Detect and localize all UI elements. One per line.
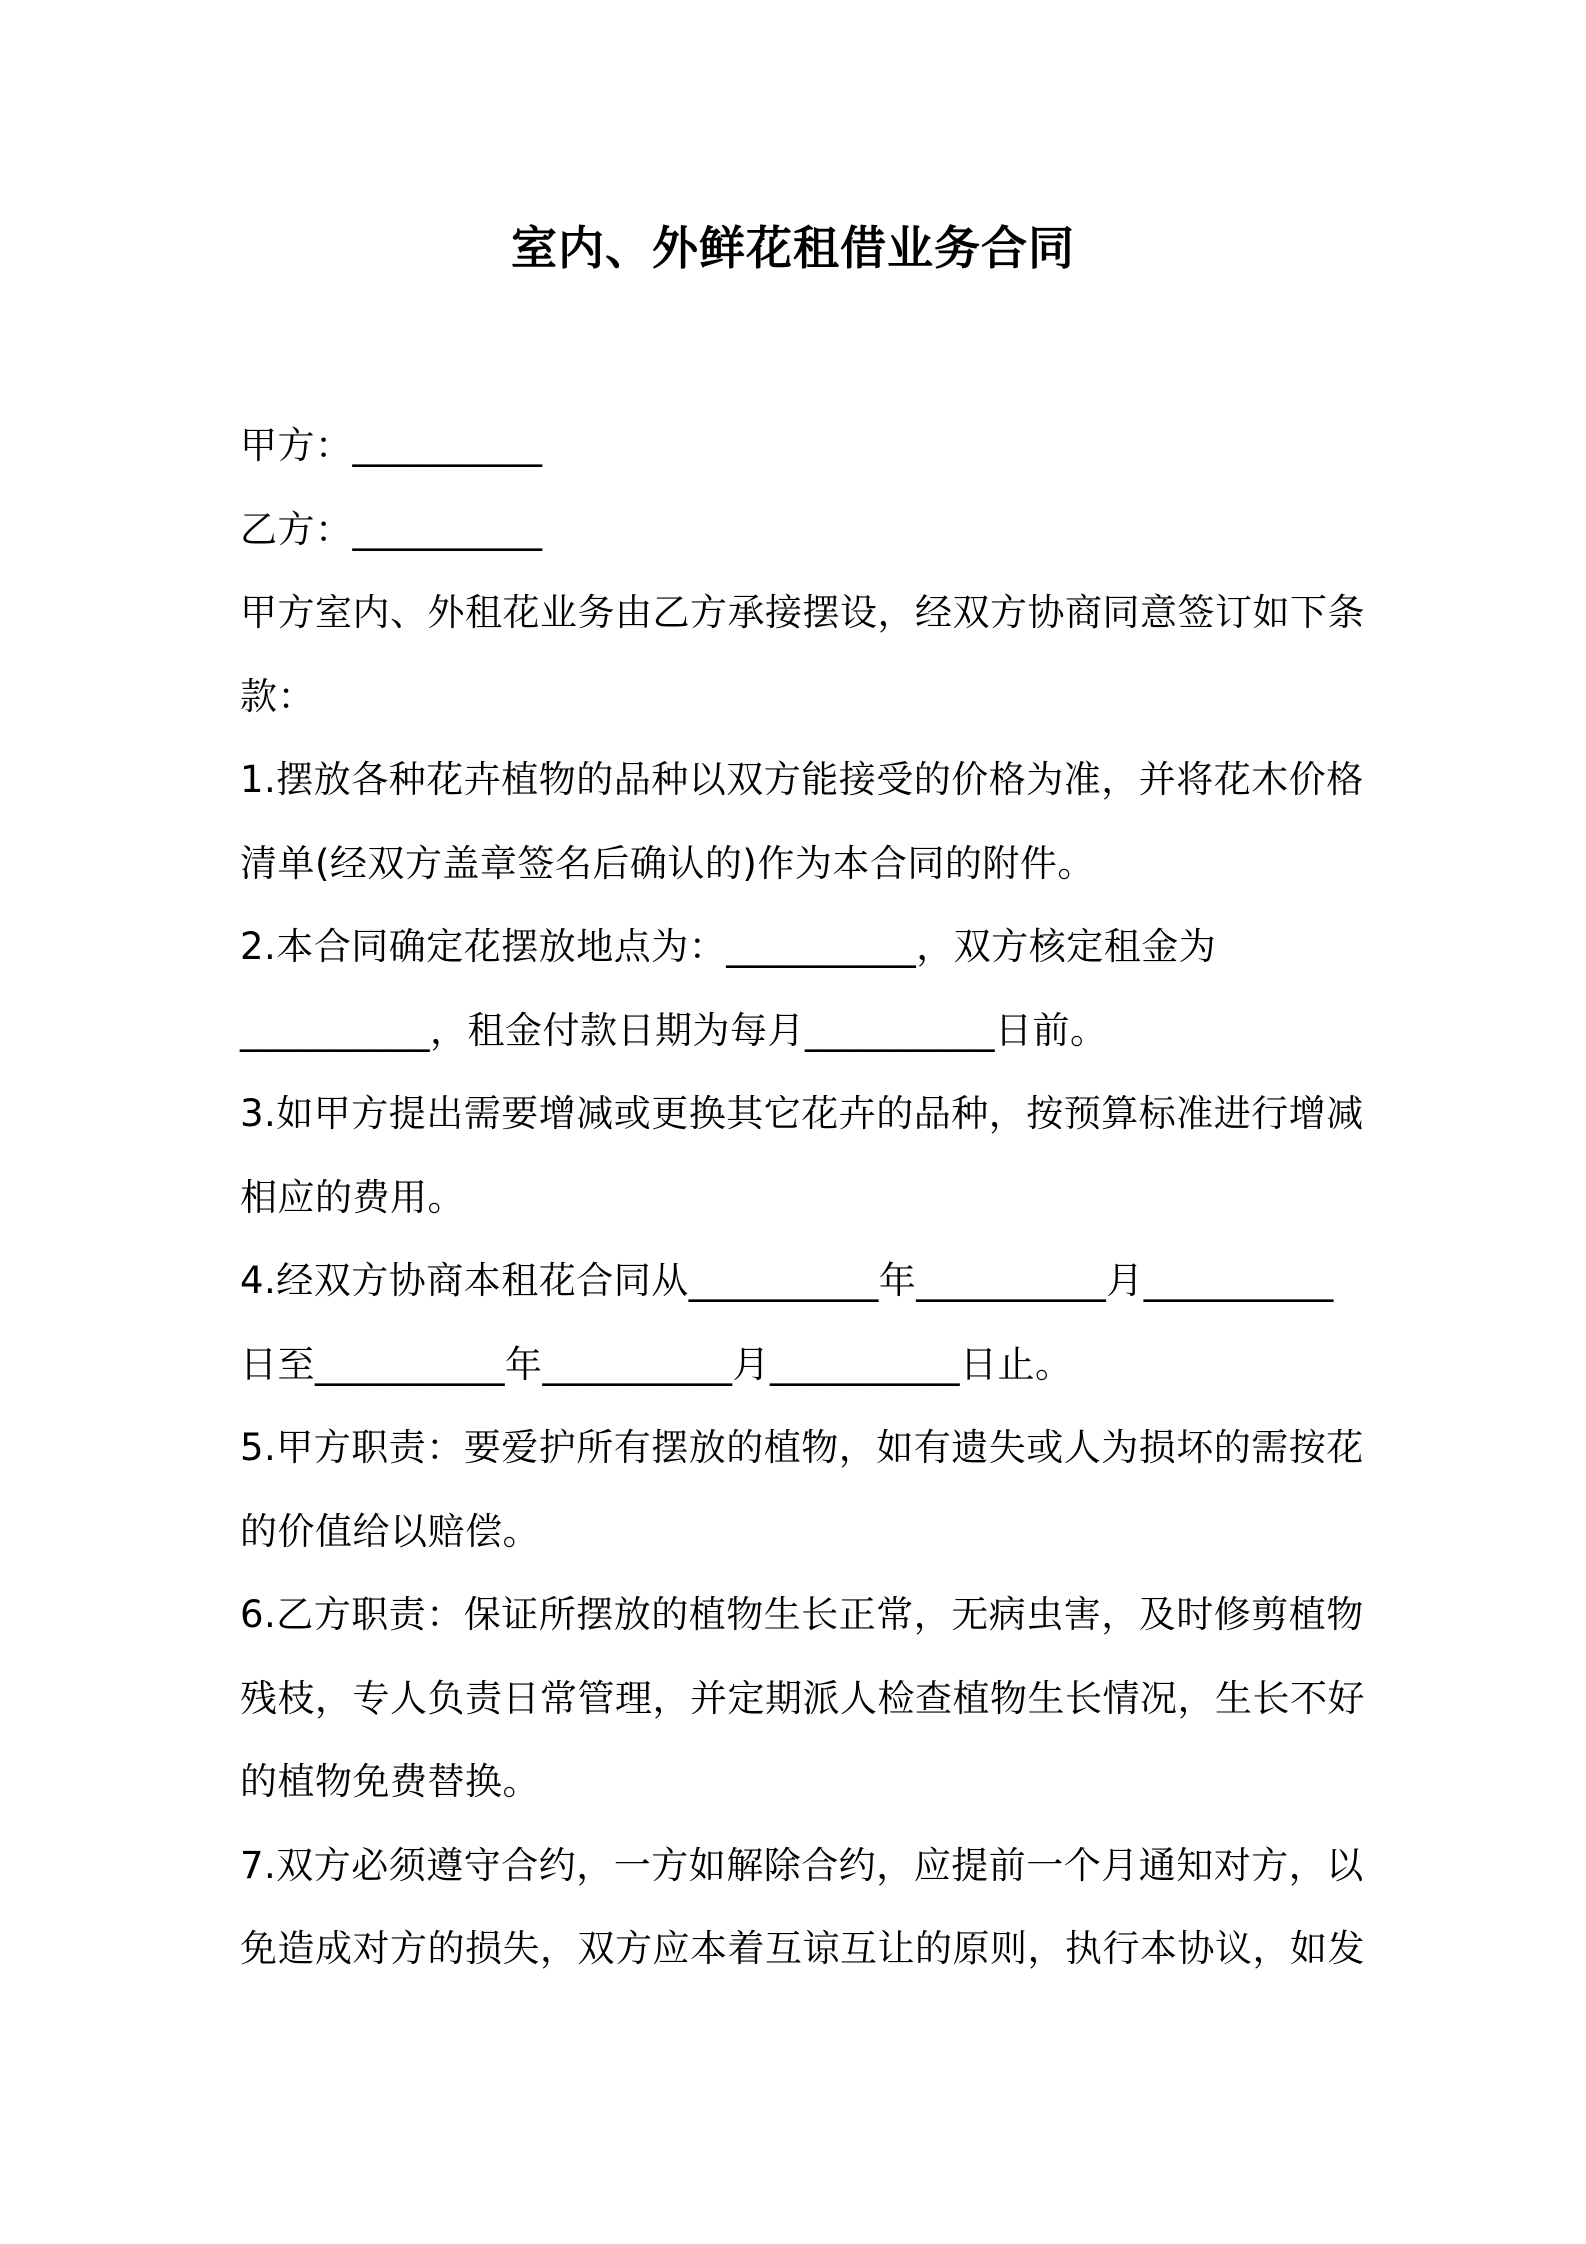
document-body (240, 404, 1365, 1991)
clause-6-line: 的植物免费替换。 (240, 1760, 540, 1803)
clause-7-line: 7.双方必须遵守合约，一方如解除合约，应提前一个月通知对方，以 (240, 1843, 1364, 1887)
party-b-line: 乙方：__________ (240, 507, 543, 551)
preamble-line: 款： (240, 674, 315, 718)
clause-1-line: 1.摆放各种花卉植物的品种以双方能接受的价格为准，并将花木价格 (240, 758, 1364, 801)
clause-7-line: 免造成对方的损失，双方应本着互谅互让的原则，执行本协议，如发 (240, 1927, 1365, 1970)
preamble-line: 甲方室内、外租花业务由乙方承接摆设，经双方协商同意签订如下条 (240, 591, 1365, 634)
clause-2-line: 2.本合同确定花摆放地点为：__________，双方核定租金为 (240, 925, 1217, 968)
clause-4-line: 4.经双方协商本租花合同从__________年__________月__________ (240, 1259, 1334, 1302)
clause-2-line: __________，租金付款日期为每月__________日前。 (240, 1008, 1108, 1052)
clause-5-line: 5.甲方职责：要爱护所有摆放的植物，如有遗失或人为损坏的需按花 (240, 1426, 1364, 1469)
party-a-line: 甲方：__________ (240, 424, 543, 467)
clause-1-line: 清单(经双方盖章签名后确认的)作为本合同的附件。 (240, 841, 1095, 885)
clause-6-line: 残枝，专人负责日常管理，并定期派人检查植物生长情况，生长不好 (240, 1676, 1365, 1720)
clause-5-line: 的价值给以赔偿。 (240, 1509, 540, 1553)
clause-4-line: 日至__________年__________月__________日止。 (240, 1342, 1073, 1386)
document-title: 室内、外鲜花租借业务合同 (511, 221, 1075, 275)
clause-3-line: 相应的费用。 (240, 1175, 465, 1219)
clause-3-line: 3.如甲方提出需要增减或更换其它花卉的品种，按预算标准进行增减 (240, 1092, 1364, 1135)
clause-6-line: 6.乙方职责：保证所摆放的植物生长正常，无病虫害，及时修剪植物 (240, 1593, 1364, 1636)
